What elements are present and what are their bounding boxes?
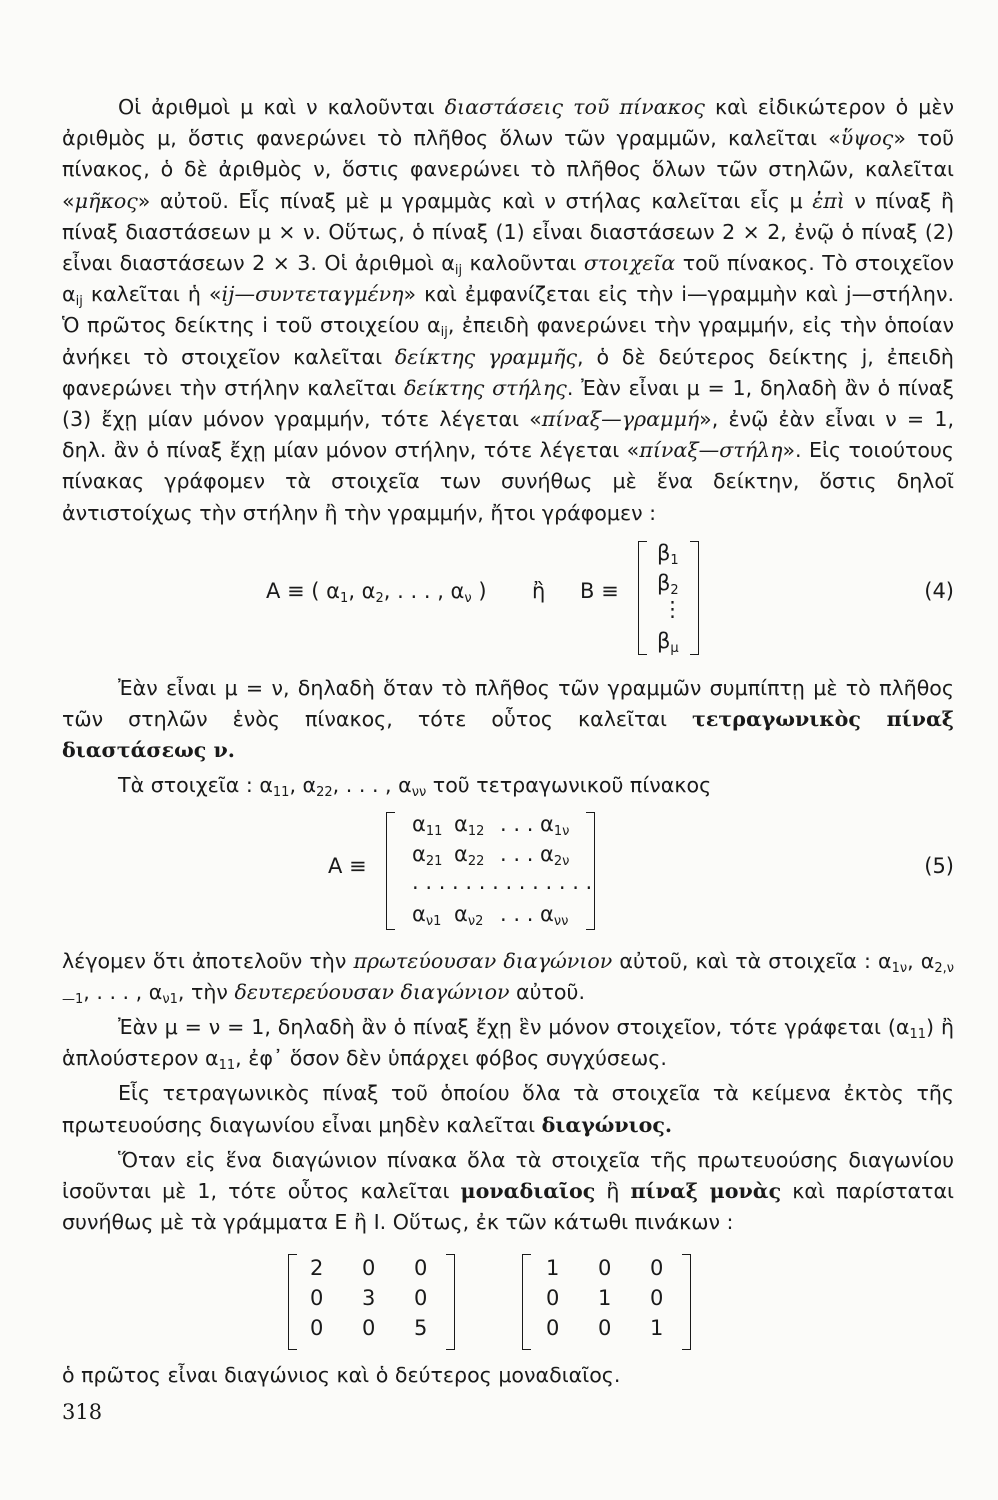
matrix-cell: 0: [362, 1316, 376, 1341]
matrix-cell: 1: [598, 1286, 612, 1311]
matrix-cell: 1: [650, 1316, 664, 1341]
matrix-cell: 0: [414, 1286, 428, 1311]
beta-2: $\beta_2$: [657, 570, 679, 598]
page-number: 318: [62, 1400, 103, 1424]
paragraph-square-matrix: Ἐὰν εἶναι μ = ν, δηλαδὴ ὅταν τὸ πλῆθος τῶν γραμμῶν συμπίπτῃ μὲ τὸ πλῆθος τῶν στηλῶν ἑνὸς πίνακος, τότε οὗτος καλεῖται τετραγωνικὸς πίναξ διαστάσεως ν.: [62, 675, 954, 763]
equation-number-5: (5): [924, 853, 954, 878]
right-bracket: [586, 812, 595, 930]
equation-5: [62, 808, 954, 936]
matrix-row-1: $\alpha_{11}$ $\alpha_{12}$ . . . $\alpha_{1\nu}$: [412, 811, 570, 839]
matrix-cell: 0: [310, 1316, 324, 1341]
column-vector-b-label: B ≡: [580, 578, 619, 603]
paragraph-dimensions: Οἱ ἀριθμοὶ μ καὶ ν καλοῦνται διαστάσεις τοῦ πίνακος καὶ εἰδικώτερον ὁ μὲν ἀριθμὸς μ, ὅστις φανερώνει τὸ πλῆθος ὅλων τῶν γραμμῶν, καλεῖται «ὕψος» τοῦ πίνακος, ὁ δὲ ἀριθμὸς ν, ὅστις φανερώνει τὸ πλῆθος ὅλων τῶν στηλῶν, καλεῖται «μῆκος» αὐτοῦ. Εἷς πίναξ μὲ μ γραμμὰς καὶ ν στήλας καλεῖται εἷς μ ἐπὶ ν πίναξ ἢ πίναξ διαστάσεων μ × ν. Οὕτως, ὁ πίναξ (1) εἶναι διαστάσεων 2 × 2, ἐνῷ ὁ πίναξ (2) εἶναι διαστάσεων 2 × 3. Οἱ ἀριθμοὶ $\alpha_{ij}$ καλοῦνται στοιχεῖα τοῦ πίνακος. Τὸ στοιχεῖον $\alpha_{ij}$ καλεῖται ἡ «ij—συντεταγμένη» καὶ ἐμφανίζεται εἰς τὴν i—γραμμὴν καὶ j—στήλην. Ὁ πρῶτος δείκτης i τοῦ στοιχείου $\alpha_{ij}$, ἐπειδὴ φανερώνει τὴν γραμμήν, εἰς τὴν ὁποίαν ἀνήκει τὸ στοιχεῖον καλεῖται δείκτης γραμμῆς, ὁ δὲ δεύτερος δείκτης j, ἐπειδὴ φανερώνει τὴν στήλην καλεῖται δείκτης στήλης. Ἐὰν εἶναι μ = 1, δηλαδὴ ἂν ὁ πίναξ (3) ἔχῃ μίαν μόνον γραμμήν, τότε λέγεται «πίναξ—γραμμή», ἐνῷ ἐὰν εἶναι ν = 1, δηλ. ἂν ὁ πίναξ ἔχῃ μίαν μόνον στήλην, τότε λέγεται «πίναξ—στήλη». Εἰς τοιούτους πίνακας γράφομεν τὰ στοιχεῖα των συνήθως μὲ ἕνα δείκτην, ὅστις δηλοῖ ἀντιστοίχως τὴν στήλην ἢ τὴν γραμμήν, ἤτοι γράφομεν :: [62, 95, 955, 525]
matrix-cell: 0: [546, 1316, 560, 1341]
beta-mu: $\beta_\mu$: [657, 628, 679, 656]
vertical-dots: ⋮: [662, 596, 683, 621]
square-matrix-label: A ≡: [328, 853, 367, 878]
matrix-cell: 0: [310, 1286, 324, 1311]
paragraph-single-element: Ἐὰν μ = ν = 1, δηλαδὴ ἂν ὁ πίναξ ἔχῃ ἓν μόνον στοιχεῖον, τότε γράφεται $(\alpha_{11})$ ἢ ἁπλούστερον $\alpha_{11}$, ἐφ᾽ ὅσον δὲν ὑπάρχει φόβος συγχύσεως.: [62, 1015, 954, 1074]
right-bracket: [446, 1254, 455, 1350]
row-vector-a: A ≡ ( $\alpha_1$, $\alpha_2$, . . . , $\alpha_\nu$ ): [266, 578, 487, 606]
matrix-cell: 1: [546, 1256, 560, 1281]
left-bracket: [638, 541, 647, 655]
matrix-cell: 0: [546, 1286, 560, 1311]
paragraph-unit-matrix: Ὅταν εἰς ἕνα διαγώνιον πίνακα ὅλα τὰ στοιχεῖα τῆς πρωτευούσης διαγωνίου ἰσοῦνται μὲ 1, τότε οὗτος καλεῖται μοναδιαῖος ἢ πίναξ μονὰς καὶ παρίσταται συνήθως μὲ τὰ γράμματα Ε ἢ Ι. Οὕτως, ἐκ τῶν κάτωθι πινάκων :: [62, 1147, 955, 1235]
or-word: ἢ: [532, 578, 546, 603]
matrix-cell: 0: [650, 1286, 664, 1311]
matrix-row-n: $\alpha_{\nu 1}$ $\alpha_{\nu 2}$ . . . $\alpha_{\nu\nu}$: [412, 901, 569, 929]
matrix-cell: 3: [362, 1286, 376, 1311]
right-bracket: [690, 541, 699, 655]
matrix-cell: 0: [598, 1256, 612, 1281]
matrix-row-dots: . . . . . . . . . . . . . .: [412, 869, 593, 894]
paragraph-diagonals: λέγομεν ὅτι ἀποτελοῦν τὴν πρωτεύουσαν διαγώνιον αὐτοῦ, καὶ τὰ στοιχεῖα : $\alpha_{1\nu}$, $\alpha_{2,\nu—1}$, . . . , $\alpha_{\nu 1}$, τὴν δευτερεύουσαν διαγώνιον αὐτοῦ.: [62, 948, 954, 1007]
equation-4: [62, 535, 954, 663]
matrix-cell: 0: [362, 1256, 376, 1281]
paragraph-conclusion: ὁ πρῶτος εἶναι διαγώνιος καὶ ὁ δεύτερος μοναδιαῖος.: [62, 1363, 621, 1388]
page-body: [62, 92, 954, 1392]
matrix-cell: 2: [310, 1256, 324, 1281]
left-bracket: [522, 1254, 531, 1350]
equation-number-4: (4): [924, 578, 954, 603]
left-bracket: [288, 1254, 297, 1350]
paragraph-diagonal-matrix: Εἷς τετραγωνικὸς πίναξ τοῦ ὁποίου ὅλα τὰ στοιχεῖα τὰ κείμενα ἐκτὸς τῆς πρωτευούσης διαγωνίου εἶναι μηδὲν καλεῖται διαγώνιος.: [62, 1081, 954, 1137]
left-bracket: [386, 812, 395, 930]
matrix-cell: 0: [650, 1256, 664, 1281]
matrix-cell: 0: [414, 1256, 428, 1281]
right-bracket: [682, 1254, 691, 1350]
matrix-cell: 5: [414, 1316, 428, 1341]
matrix-cell: 0: [598, 1316, 612, 1341]
matrix-row-2: $\alpha_{21}$ $\alpha_{22}$ . . . $\alpha_{2\nu}$: [412, 841, 570, 869]
paragraph-diagonal-elements: Τὰ στοιχεῖα : $\alpha_{11}$, $\alpha_{22}$, . . . , $\alpha_{\nu\nu}$ τοῦ τετραγωνικοῦ πίνακος: [118, 773, 712, 801]
beta-1: $\beta_1$: [657, 540, 679, 568]
example-matrices: [62, 1248, 954, 1352]
